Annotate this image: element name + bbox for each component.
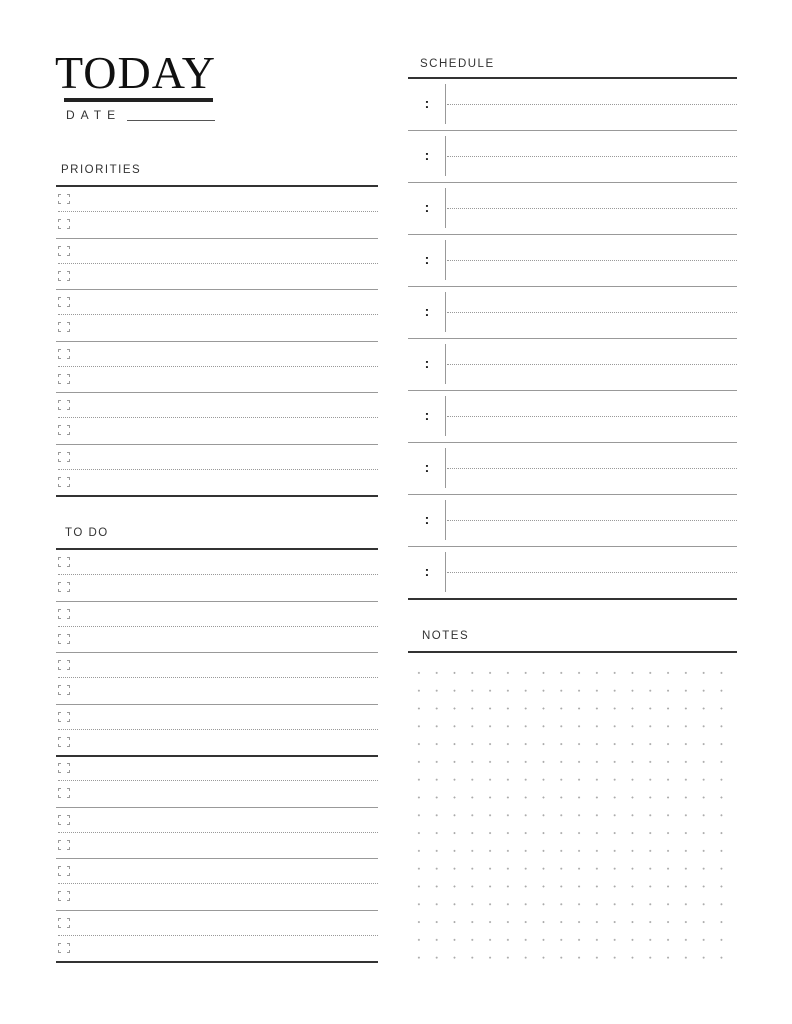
row-divider	[56, 238, 378, 239]
row-divider	[56, 704, 378, 705]
schedule-row-divider	[408, 130, 737, 131]
time-divider	[445, 344, 446, 384]
checkbox[interactable]	[58, 609, 70, 619]
row-divider	[56, 392, 378, 393]
dotted-line	[58, 780, 378, 781]
schedule-row-divider	[408, 598, 737, 600]
checkbox[interactable]	[58, 425, 70, 435]
time-separator: :	[424, 563, 430, 579]
schedule-entry-line[interactable]	[447, 208, 737, 209]
row-divider	[56, 601, 378, 602]
dotted-line	[58, 729, 378, 730]
checkbox[interactable]	[58, 685, 70, 695]
checkbox[interactable]	[58, 400, 70, 410]
checkbox[interactable]	[58, 374, 70, 384]
checkbox[interactable]	[58, 660, 70, 670]
checkbox[interactable]	[58, 943, 70, 953]
checkbox[interactable]	[58, 477, 70, 487]
row-divider	[56, 807, 378, 808]
row-divider	[56, 495, 378, 497]
checkbox[interactable]	[58, 712, 70, 722]
time-divider	[445, 448, 446, 488]
schedule-row-divider	[408, 338, 737, 339]
schedule-entry-line[interactable]	[447, 260, 737, 261]
notes-top-rule	[408, 651, 737, 653]
time-divider	[445, 240, 446, 280]
date-field[interactable]	[127, 120, 215, 121]
schedule-entry-line[interactable]	[447, 468, 737, 469]
notes-dot-grid[interactable]	[410, 664, 738, 964]
time-separator: :	[424, 355, 430, 371]
time-divider	[445, 84, 446, 124]
title-underline	[64, 98, 213, 102]
schedule-entry-line[interactable]	[447, 104, 737, 105]
dotted-line	[58, 677, 378, 678]
dotted-line	[58, 417, 378, 418]
checkbox[interactable]	[58, 582, 70, 592]
time-separator: :	[424, 95, 430, 111]
time-divider	[445, 292, 446, 332]
dotted-line	[58, 574, 378, 575]
schedule-row-divider	[408, 234, 737, 235]
row-divider	[56, 961, 378, 963]
time-separator: :	[424, 147, 430, 163]
checkbox[interactable]	[58, 840, 70, 850]
page-title: TODAY	[55, 47, 216, 98]
checkbox[interactable]	[58, 788, 70, 798]
schedule-entry-line[interactable]	[447, 572, 737, 573]
dotted-line	[58, 469, 378, 470]
row-divider	[56, 444, 378, 445]
dotted-line	[58, 211, 378, 212]
checkbox[interactable]	[58, 297, 70, 307]
time-divider	[445, 500, 446, 540]
priorities-heading: PRIORITIES	[61, 164, 142, 176]
checkbox[interactable]	[58, 737, 70, 747]
dotted-line	[58, 832, 378, 833]
schedule-row-divider	[408, 390, 737, 391]
dotted-line	[58, 935, 378, 936]
schedule-top-rule	[408, 77, 737, 79]
checkbox[interactable]	[58, 891, 70, 901]
row-divider	[56, 289, 378, 290]
checkbox[interactable]	[58, 219, 70, 229]
checkbox[interactable]	[58, 322, 70, 332]
checkbox[interactable]	[58, 866, 70, 876]
row-divider	[56, 910, 378, 911]
schedule-entry-line[interactable]	[447, 156, 737, 157]
checkbox[interactable]	[58, 349, 70, 359]
dotted-line	[58, 626, 378, 627]
time-separator: :	[424, 407, 430, 423]
notes-heading: NOTES	[422, 630, 470, 642]
time-separator: :	[424, 251, 430, 267]
schedule-row-divider	[408, 286, 737, 287]
time-separator: :	[424, 459, 430, 475]
checkbox[interactable]	[58, 452, 70, 462]
time-divider	[445, 552, 446, 592]
schedule-entry-line[interactable]	[447, 520, 737, 521]
checkbox[interactable]	[58, 557, 70, 567]
time-separator: :	[424, 511, 430, 527]
dotted-line	[58, 883, 378, 884]
schedule-row-divider	[408, 546, 737, 547]
schedule-entry-line[interactable]	[447, 312, 737, 313]
time-divider	[445, 396, 446, 436]
schedule-row-divider	[408, 182, 737, 183]
row-divider	[56, 341, 378, 342]
dotted-line	[58, 263, 378, 264]
checkbox[interactable]	[58, 815, 70, 825]
schedule-entry-line[interactable]	[447, 416, 737, 417]
checkbox[interactable]	[58, 246, 70, 256]
todo-top-rule	[56, 548, 378, 550]
schedule-heading: SCHEDULE	[420, 58, 495, 70]
priorities-top-rule	[56, 185, 378, 187]
dotted-line	[58, 366, 378, 367]
checkbox[interactable]	[58, 634, 70, 644]
schedule-entry-line[interactable]	[447, 364, 737, 365]
dotted-line	[58, 314, 378, 315]
date-label: DATE	[66, 108, 122, 122]
row-divider	[56, 858, 378, 859]
row-divider	[56, 652, 378, 653]
time-divider	[445, 136, 446, 176]
schedule-row-divider	[408, 442, 737, 443]
time-separator: :	[424, 303, 430, 319]
schedule-row-divider	[408, 494, 737, 495]
time-separator: :	[424, 199, 430, 215]
checkbox[interactable]	[58, 763, 70, 773]
checkbox[interactable]	[58, 271, 70, 281]
row-divider	[56, 755, 378, 757]
time-divider	[445, 188, 446, 228]
todo-heading: TO DO	[65, 527, 109, 539]
checkbox[interactable]	[58, 918, 70, 928]
checkbox[interactable]	[58, 194, 70, 204]
